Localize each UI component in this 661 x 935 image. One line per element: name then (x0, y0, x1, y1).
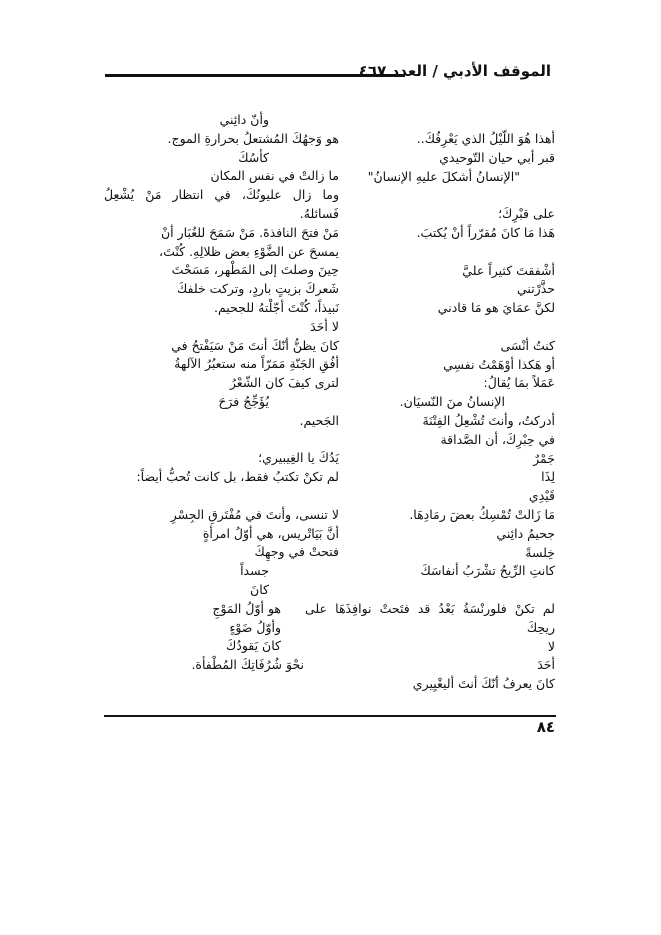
poem-line: حذَّرْتني (517, 281, 555, 297)
poem-line: شَعركَ بزيتٍ باردٍ، وتركت خلفكَ (176, 281, 339, 297)
poem-line: جحيمُ دائِني (496, 525, 555, 541)
poem-line: لترى كيفَ كان الشّعْرُ (229, 375, 339, 391)
poem-line: هَذا مَا كانَ مُقرّراً أنْ يُكتبَ. (416, 224, 555, 240)
poem-line: لا تنسى، وأنتَ في مُفْتَرقِ الجِسْرِ (170, 506, 339, 522)
poem-line: أفُقِ الجَنّةِ مَمَرّاً منه ستعبُرُ الآلهةُ (174, 356, 339, 372)
poem-line: كانَ (250, 581, 269, 597)
poem-line: يُؤَجِّجُ فرَحَ (218, 393, 269, 409)
poem-line: لا أحَدَ (310, 318, 339, 334)
poem-line: كانتِ الرِّيحُ تشْرَبُ أنفاسَكَ (420, 563, 555, 579)
page-number: ٨٤ (536, 718, 555, 736)
stanza-break (305, 186, 555, 205)
poem-line: كانَ يعرفُ أنّكَ أنتَ أليغْيِيري (412, 676, 555, 692)
poem-right-column (305, 130, 555, 694)
poem-left-column (104, 111, 339, 675)
poem-line: كانَ يَقودُكَ (225, 638, 281, 654)
journal-header-title: الموقف الأدبي / العدد ٤٦٧ (358, 62, 551, 80)
poem-line: عَمَلاً بمَا يُقالُ: (483, 375, 555, 391)
header-rule (105, 74, 405, 77)
poem-line: فتحتْ في وجهِكَ (254, 544, 339, 560)
stanza-break (305, 581, 555, 600)
poem-line: لم تكنْ تكتبُ فقط، بل كانت تُحبُّ أيضاً: (136, 469, 339, 485)
stanza-break (104, 431, 339, 450)
poem-line: أحَدَ (537, 657, 555, 673)
poem-line: أو هَكذا أوْهَمْتُ نفسِي (443, 356, 555, 372)
poem-line: أشْفقتَ كثيراً عليَّ (462, 262, 555, 278)
poem-line: وما زال عليونُكَ، في انتظار مَنْ يُشْعِلُ فَسائلهُ. (104, 187, 339, 221)
poem-line: لِذَا (541, 469, 555, 485)
poem-line: ما زالتْ في نفس المكان (210, 168, 339, 184)
poem-line: هو وَجهُكَ المُشتعلُ بحرارةِ الموج. (167, 130, 339, 146)
poem-line: "الإنسانُ أشكلَ عليهِ الإنسانُ" (367, 168, 520, 184)
poem-line: أدركتُ، وأنتَ تُشْعِلُ الفِتْنَةَ (422, 412, 555, 428)
poem-line: في حِبْرِكَ، أن الصَّداقة (440, 431, 555, 447)
poem-line: أنَّ بَيَاتْريس، هي أوّلُ امرأةٍ (202, 525, 339, 541)
poem-line: على قبْرِكَ؛ (498, 206, 555, 222)
poem-line: نَبيذاً، كُنْتَ أجّلْتهُ للجحيم. (214, 299, 339, 315)
poem-line: جَمْرٌ (533, 450, 555, 466)
poem-line: الجَحيم. (299, 412, 339, 428)
poem-line: يمسحَ عن الضَّوْءِ بعض ظلالِهِ. كُنْتَ، (159, 243, 339, 259)
poem-line: قبر أبي حيان التّوحيدي (439, 149, 555, 165)
footer-rule (104, 715, 556, 717)
poem-line: قَيْدِي (528, 488, 555, 504)
poem-line: لا (547, 638, 555, 654)
poem-line: وأوّلُ ضَوْءٍ (229, 619, 281, 635)
poem-line: كنتُ أنْسَى (500, 337, 555, 353)
poem-line: مَنْ فتحَ النافذةَ. مَنْ سَمَحَ للغُبَار أنْ (160, 224, 339, 240)
poem-line: جسداً (240, 563, 269, 579)
poem-line: يَدُكَ يا الغِيبيري؛ (258, 450, 339, 466)
stanza-break (104, 487, 339, 506)
poem-line: خِلسةً (525, 544, 555, 560)
poem-line: الإنسانُ منَ النّسيَان. (399, 394, 505, 410)
poem-line: وأنّ دائِني (219, 112, 269, 127)
poem-line: لكنَّ عمَايَ هو مَا قادني (437, 300, 555, 316)
stanza-break (305, 243, 555, 262)
poem-line: نحْوَ شُرُفَاتِكَ المُطْفأة. (191, 657, 304, 673)
stanza-break (305, 318, 555, 337)
poem-line: كأسُكَ (238, 149, 269, 165)
poem-line: لم تكنْ فلورنْسَةُ بَعْدُ قد فتَحتْ نوافِذَهَا على ريحِكَ (305, 600, 555, 635)
poem-line: هو أوّلُ المَوْجِ (212, 600, 281, 616)
poem-line: كانَ يظنُّ أنّكَ أنتَ مَنْ سَيَفْتحُ في (171, 337, 339, 353)
poem-line: مَا زَالتْ تُمْسِكُ بعضَ رمَادِهَا. (409, 506, 555, 522)
poem-line: حِينَ وصلتَ إلى المَطْهر، مَسَحْتَ (171, 262, 339, 278)
poem-line: أهذا هُوَ اللّيْلُ الذي يَعْرِفُكَ.. (416, 131, 555, 146)
